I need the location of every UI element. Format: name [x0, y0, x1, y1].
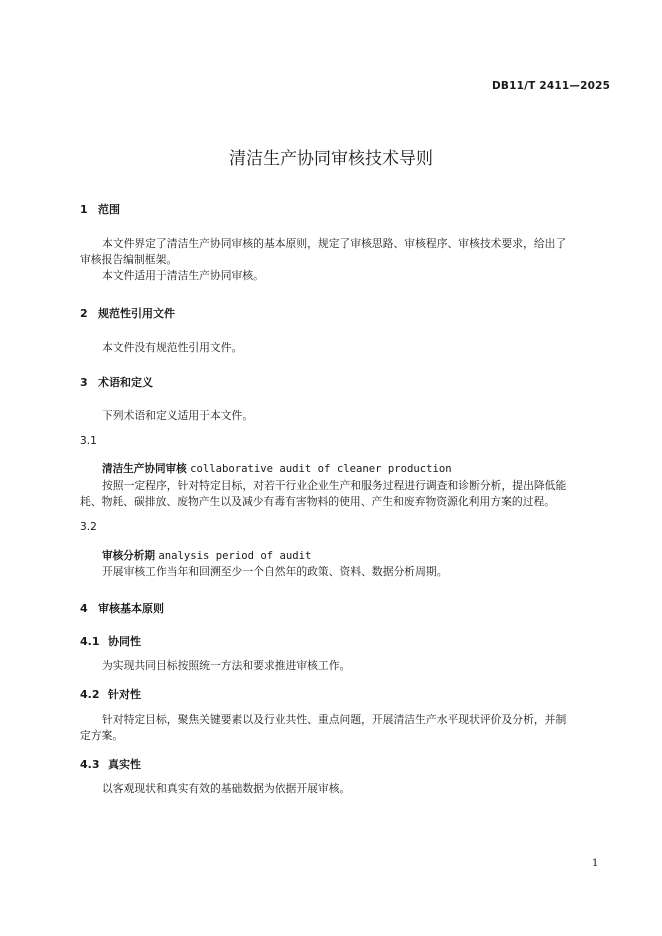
section-number: 2 — [80, 307, 88, 320]
section-2-heading — [80, 305, 175, 321]
term-chinese: 清洁生产协同审核 — [102, 463, 187, 475]
section-title: 规范性引用文件 — [98, 307, 175, 320]
paragraph: 下列术语和定义适用于本文件。 — [102, 409, 254, 422]
term-entry — [102, 461, 452, 476]
section-title: 审核基本原则 — [98, 602, 164, 615]
paragraph: 本文件适用于清洁生产协同审核。 — [102, 269, 264, 282]
section-1-heading — [80, 201, 120, 217]
subsection-title: 协同性 — [108, 635, 141, 648]
document-title: 清洁生产协同审核技术导则 — [229, 149, 433, 169]
section-number: 4 — [80, 602, 88, 615]
paragraph: 本文件界定了清洁生产协同审核的基本原则，规定了审核思路、审核程序、审核技术要求，给出了 — [102, 237, 567, 250]
subsection-title: 真实性 — [108, 758, 141, 771]
term-english: analysis period of audit — [158, 550, 312, 562]
term-number: 3.2 — [80, 521, 97, 533]
term-entry — [102, 548, 311, 563]
term-english: collaborative audit of cleaner production — [190, 463, 452, 475]
section-4-heading — [80, 600, 164, 616]
subsection-number: 4.3 — [80, 758, 100, 771]
section-title: 术语和定义 — [98, 376, 153, 389]
paragraph-continuation: 审核报告编制框架。 — [80, 253, 178, 266]
section-number: 1 — [80, 203, 88, 216]
subsection-number: 4.1 — [80, 635, 100, 648]
term-definition: 按照一定程序，针对特定目标，对若干行业企业生产和服务过程进行调查和诊断分析，提出降低能 — [102, 479, 567, 492]
term-chinese: 审核分析期 — [102, 550, 155, 562]
paragraph: 以客观现状和真实有效的基础数据为依据开展审核。 — [102, 782, 351, 795]
paragraph: 针对特定目标，聚焦关键要素以及行业共性、重点问题，开展清洁生产水平现状评价及分析，并制 — [102, 713, 567, 726]
term-number: 3.1 — [80, 435, 97, 447]
section-3-heading — [80, 374, 153, 390]
paragraph-continuation: 定方案。 — [80, 729, 124, 742]
page-number: 1 — [592, 858, 599, 869]
section-title: 范围 — [98, 203, 120, 216]
subsection-title: 针对性 — [108, 688, 141, 701]
term-definition: 开展审核工作当年和回溯至少一个自然年的政策、资料、数据分析周期。 — [102, 565, 448, 578]
subsection-4-1-heading — [80, 633, 141, 649]
subsection-4-3-heading — [80, 756, 141, 772]
term-definition-continuation: 耗、物耗、碳排放、废物产生以及减少有毒有害物料的使用、产生和废弃物资源化利用方案的过程。 — [80, 495, 556, 508]
document-code: DB11/T 2411—2025 — [492, 80, 611, 92]
section-number: 3 — [80, 376, 88, 389]
subsection-number: 4.2 — [80, 688, 100, 701]
subsection-4-2-heading — [80, 686, 141, 702]
paragraph: 为实现共同目标按照统一方法和要求推进审核工作。 — [102, 659, 351, 672]
paragraph: 本文件没有规范性引用文件。 — [102, 341, 243, 354]
